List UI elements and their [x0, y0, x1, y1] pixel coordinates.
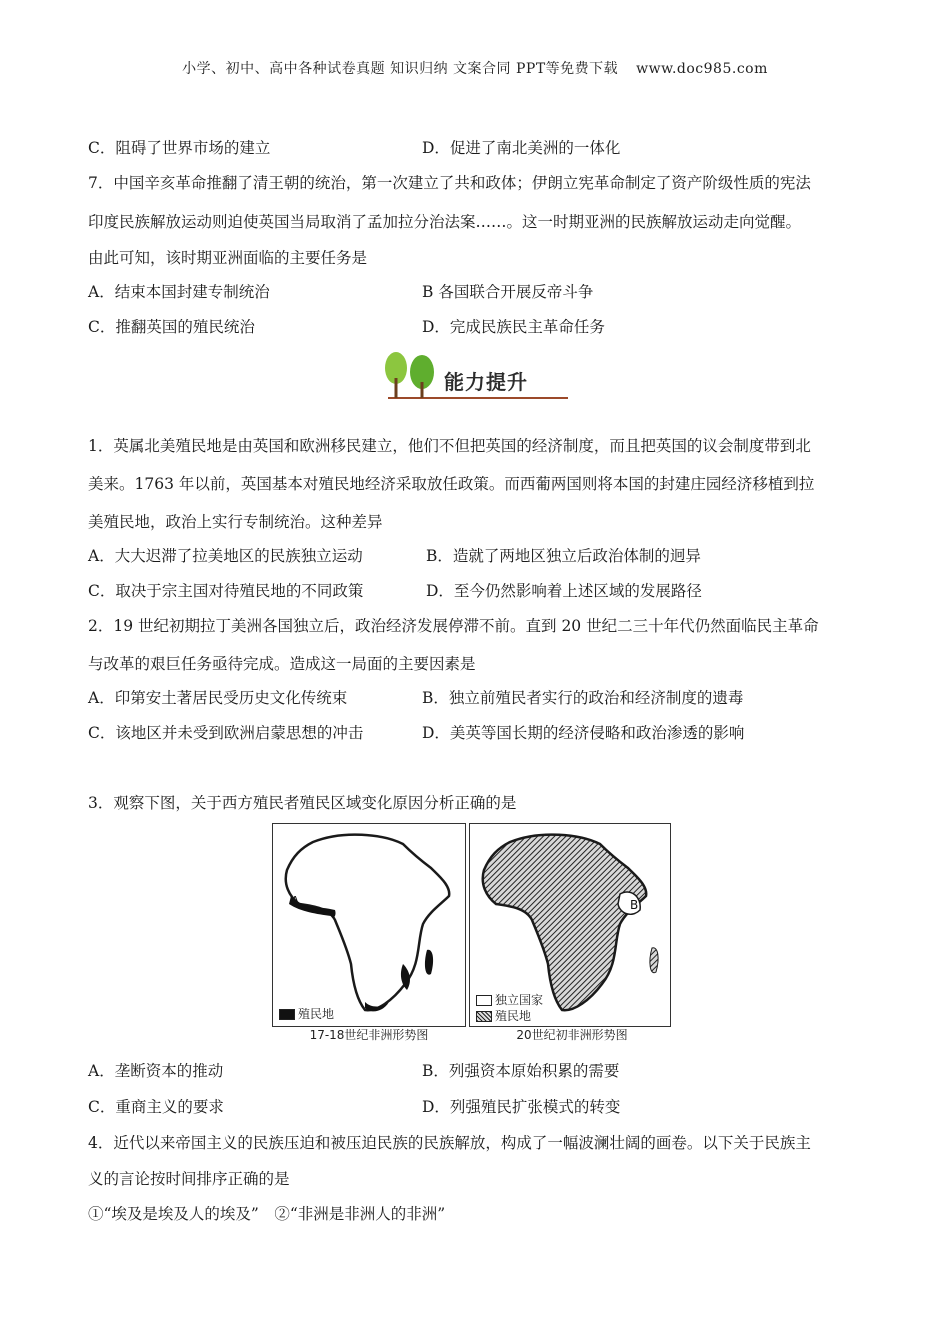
- q3-stem-line1: 3．观察下图，关于西方殖民者殖民区域变化原因分析正确的是: [88, 794, 517, 812]
- colony-hatch-swatch-icon: [476, 1011, 492, 1022]
- q1-option-a: A．大大迟滞了拉美地区的民族独立运动: [88, 547, 363, 565]
- map1-caption: 17-18世纪非洲形势图: [309, 1028, 429, 1042]
- q7-option-b: B 各国联合开展反帝斗争: [422, 283, 594, 301]
- q7-stem-line1: 7．中国辛亥革命推翻了清王朝的统治，第一次建立了共和政体；伊朗立宪革命制定了资产阶级性质的宪法: [88, 174, 811, 192]
- q1-stem-line3: 美殖民地，政治上实行专制统治。这种差异: [88, 513, 383, 531]
- independent-swatch-icon: [476, 995, 492, 1006]
- q7-option-d: D．完成民族民主革命任务: [422, 318, 605, 336]
- map2-caption: 20世纪初非洲形势图: [516, 1028, 628, 1042]
- header-url: www.doc985.com: [636, 61, 768, 77]
- q1-option-c: C．取决于宗主国对待殖民地的不同政策: [88, 582, 364, 600]
- map1-legend-colony: 殖民地: [298, 1007, 335, 1021]
- q2-stem-line1: 2．19 世纪初期拉丁美洲各国独立后，政治经济发展停滞不前。直到 20 世纪二三十年代仍然面临民主革命: [88, 617, 819, 635]
- q7-stem-line3: 由此可知，该时期亚洲面临的主要任务是: [88, 249, 368, 267]
- q4-stem-line1: 4．近代以来帝国主义的民族压迫和被压迫民族的民族解放，构成了一幅波澜壮阔的画卷。以下关于民族主: [88, 1134, 811, 1152]
- q7-stem-line2: 印度民族解放运动则迫使英国当局取消了孟加拉分治法案……。这一时期亚洲的民族解放运动走向觉醒。: [88, 213, 802, 231]
- prev-option-c: C．阻碍了世界市场的建立: [88, 139, 271, 157]
- map2-legend-colony: 殖民地: [495, 1009, 532, 1023]
- q1-option-d: D．至今仍然影响着上述区域的发展路径: [426, 582, 702, 600]
- q2-option-d: D．美英等国长期的经济侵略和政治渗透的影响: [422, 724, 745, 742]
- q2-option-b: B．独立前殖民者实行的政治和经济制度的遗毒: [422, 689, 744, 707]
- q2-option-a: A．印第安土著居民受历史文化传统束: [88, 689, 348, 707]
- colony-swatch-icon: [279, 1009, 295, 1020]
- map-20th-century-africa: [469, 823, 671, 1027]
- q2-option-c: C．该地区并未受到欧洲启蒙思想的冲击: [88, 724, 364, 742]
- q4-stem-line3: ①“埃及是埃及人的埃及” ②“非洲是非洲人的非洲”: [88, 1205, 446, 1223]
- prev-option-d: D．促进了南北美洲的一体化: [422, 139, 621, 157]
- section-title: 能力提升: [444, 370, 528, 394]
- page-header: [0, 58, 950, 78]
- q7-option-a: A．结束本国封建专制统治: [88, 283, 270, 301]
- q1-stem-line2: 美来。1763 年以前，英国基本对殖民地经济采取放任政策。而西葡两国则将本国的封建庄园经济移植到拉: [88, 475, 815, 493]
- header-text: 小学、初中、高中各种试卷真题 知识归纳 文案合同 PPT等免费下载: [182, 61, 619, 77]
- q3-option-a: A．垄断资本的推动: [88, 1062, 224, 1080]
- q3-option-c: C．重商主义的要求: [88, 1098, 224, 1116]
- map-17-18-century-africa: [272, 823, 466, 1027]
- q4-stem-line2: 义的言论按时间排序正确的是: [88, 1170, 290, 1188]
- map1-legend: [279, 1006, 334, 1022]
- q1-stem-line1: 1．英属北美殖民地是由英国和欧洲移民建立，他们不但把英国的经济制度，而且把英国的议会制度带到北: [88, 437, 811, 455]
- q1-option-b: B．造就了两地区独立后政治体制的迥异: [426, 547, 701, 565]
- q2-stem-line2: 与改革的艰巨任务亟待完成。造成这一局面的主要因素是: [88, 655, 476, 673]
- map1-label-a: A: [291, 894, 300, 908]
- map2-legend: [476, 992, 543, 1024]
- q3-option-d: D．列强殖民扩张模式的转变: [422, 1098, 621, 1116]
- map2-legend-independent: 独立国家: [495, 993, 544, 1007]
- map2-label-b: B: [630, 898, 639, 912]
- q7-option-c: C．推翻英国的殖民统治: [88, 318, 255, 336]
- africa-map-1-icon: [273, 824, 465, 1026]
- q3-option-b: B．列强资本原始积累的需要: [422, 1062, 620, 1080]
